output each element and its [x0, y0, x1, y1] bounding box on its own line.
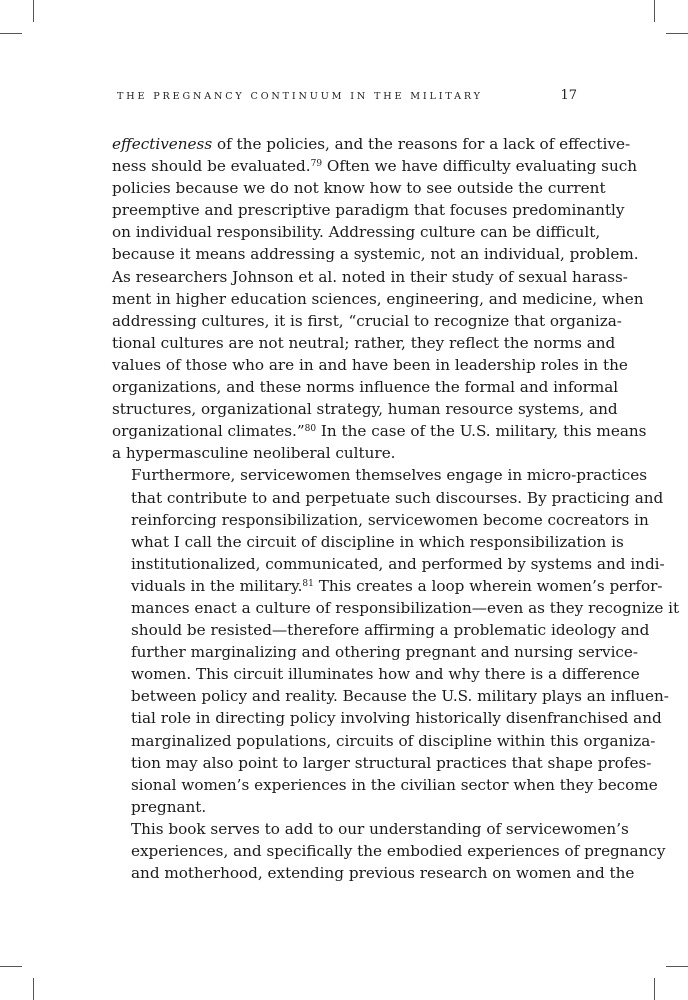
- text-line: [112, 840, 666, 862]
- text-line: [112, 266, 628, 288]
- text-run: a hypermasculine neoliberal culture.: [112, 444, 396, 463]
- text-line: [112, 619, 650, 641]
- running-head: [117, 88, 577, 103]
- paragraph: [112, 464, 680, 818]
- crop-mark-bottom-right-h: [666, 966, 688, 967]
- text-line: [112, 796, 576, 818]
- page-number: 17: [560, 88, 577, 103]
- text-line: [112, 862, 635, 884]
- text-run: sional women’s experiences in the civilian sector when they become: [131, 775, 658, 794]
- text-line: [112, 177, 606, 199]
- text-run: policies because we do not know how to see outside the current: [112, 179, 606, 198]
- text-run: Furthermore, servicewomen themselves engage in micro-practices: [131, 466, 648, 485]
- text-line: [112, 420, 647, 442]
- text-line: [112, 332, 616, 354]
- text-line: [112, 531, 624, 553]
- text-run: reinforcing responsibilization, servicewomen become cocreators in: [131, 510, 649, 529]
- text-run: preemptive and prescriptive paradigm that focuses predominantly: [112, 201, 625, 220]
- text-run: ness should be evaluated.: [112, 157, 311, 176]
- text-line: [112, 221, 601, 243]
- text-line: [112, 509, 649, 531]
- text-run: further marginalizing and othering pregnant and nursing service-: [131, 643, 639, 662]
- text-line: [112, 575, 663, 597]
- text-line: [112, 199, 625, 221]
- text-line: [112, 133, 631, 155]
- text-line: [112, 685, 669, 707]
- text-run: Often we have difficulty evaluating such: [322, 157, 638, 176]
- text-line: [112, 155, 638, 177]
- text-run: viduals in the military.: [131, 576, 303, 595]
- text-run: In the case of the U.S. military, this means: [316, 422, 647, 441]
- text-run: marginalized populations, circuits of discipline within this organiza-: [131, 731, 656, 750]
- text-run: should be resisted—therefore affirming a problematic ideology and: [131, 621, 650, 640]
- text-line: [112, 730, 656, 752]
- text-run: This book serves to add to our understanding of servicewomen’s: [131, 819, 629, 838]
- crop-mark-top-right: [654, 0, 655, 22]
- text-line: [112, 243, 639, 265]
- text-line: [112, 288, 644, 310]
- text-run: As researchers Johnson et al. noted in their study of sexual harass-: [112, 267, 628, 286]
- text-run: on individual responsibility. Addressing culture can be difficult,: [112, 223, 601, 242]
- text-line: [112, 442, 576, 464]
- footnote-ref: 80: [304, 424, 317, 435]
- text-run: structures, organizational strategy, human resource systems, and: [112, 400, 618, 419]
- crop-mark-top-left: [33, 0, 34, 22]
- text-line: [112, 707, 662, 729]
- text-line: [112, 376, 619, 398]
- text-run: This creates a loop wherein women’s perfor-: [313, 576, 663, 595]
- crop-mark-bottom-left: [33, 978, 34, 1000]
- footnote-ref: 79: [310, 159, 323, 170]
- text-run: values of those who are in and have been in leadership roles in the: [112, 355, 628, 374]
- text-run: ment in higher education sciences, engineering, and medicine, when: [112, 289, 644, 308]
- text-run: organizations, and these norms influence the formal and informal: [112, 378, 619, 397]
- crop-mark-bottom-right: [654, 978, 655, 1000]
- text-run: that contribute to and perpetuate such discourses. By practicing and: [131, 488, 664, 507]
- text-line: [112, 354, 628, 376]
- crop-mark-top-left-h: [0, 33, 22, 34]
- footnote-ref: 81: [302, 578, 314, 589]
- text-run: addressing cultures, it is first, “crucial to recognize that organiza-: [112, 311, 622, 330]
- paragraph: [112, 133, 647, 464]
- text-run: institutionalized, communicated, and performed by systems and indi-: [131, 554, 665, 573]
- text-line: [112, 663, 640, 685]
- text-line: [112, 398, 618, 420]
- text-line: [112, 553, 665, 575]
- text-line: [112, 818, 629, 840]
- text-run: between policy and reality. Because the U.S. military plays an influen-: [131, 687, 669, 706]
- text-line: [112, 641, 639, 663]
- text-run: tial role in directing policy involving historically disenfranchised and: [131, 709, 662, 728]
- text-line: [112, 464, 648, 486]
- text-run: because it means addressing a systemic, not an individual, problem.: [112, 245, 639, 264]
- crop-mark-top-right-h: [666, 33, 688, 34]
- text-line: [112, 752, 652, 774]
- running-head-title: THE PREGNANCY CONTINUUM IN THE MILITARY: [117, 91, 483, 102]
- text-line: [112, 310, 622, 332]
- text-run: tion may also point to larger structural practices that shape profes-: [131, 753, 652, 772]
- crop-mark-bottom-left-h: [0, 966, 22, 967]
- text-run: pregnant.: [131, 797, 207, 816]
- text-run: mances enact a culture of responsibilization—even as they recognize it: [131, 598, 680, 617]
- text-run: experiences, and specifically the embodied experiences of pregnancy: [131, 842, 666, 860]
- text-line: [112, 597, 680, 619]
- italic-text: effectiveness: [112, 135, 213, 153]
- text-run: and motherhood, extending previous research on women and the: [131, 864, 635, 883]
- body-text: [112, 133, 680, 884]
- text-line: [112, 487, 664, 509]
- text-run: organizational climates.”: [112, 422, 305, 441]
- text-run: tional cultures are not neutral; rather, they reflect the norms and: [112, 333, 616, 352]
- text-run: what I call the circuit of discipline in which responsibilization is: [131, 532, 624, 551]
- paragraph: [112, 818, 666, 884]
- text-line: [112, 774, 658, 796]
- text-run: of the policies, and the reasons for a lack of effective-: [212, 135, 631, 153]
- text-run: women. This circuit illuminates how and why there is a difference: [131, 665, 640, 684]
